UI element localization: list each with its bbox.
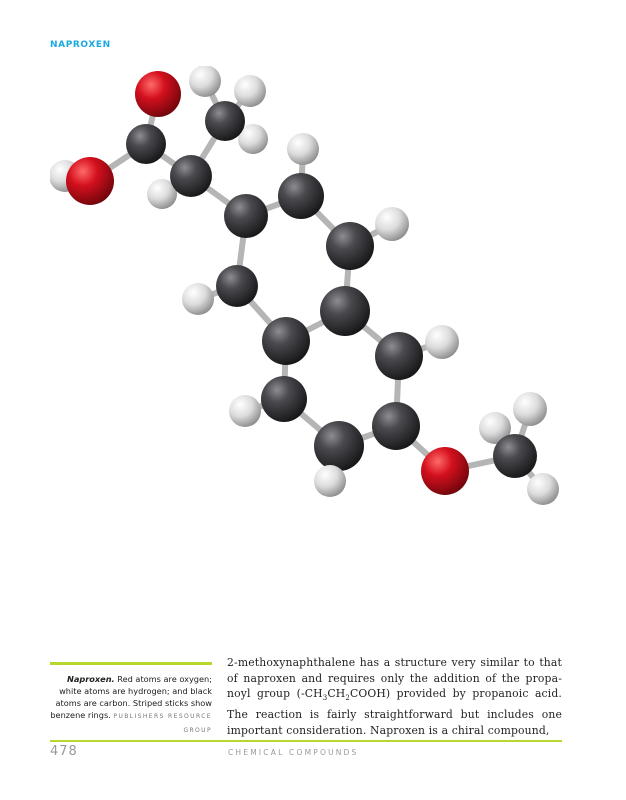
hydrogen-atom [189,66,221,97]
carbon-atom [224,194,268,238]
carbon-atom [261,376,307,422]
carbon-atom [314,421,364,471]
body-text-ch: CH [327,687,346,701]
oxygen-atom [135,71,181,117]
carbon-atom [205,101,245,141]
page-number: 478 [50,744,78,759]
oxygen-atom [421,447,469,495]
hydrogen-atom [287,133,319,165]
figure-caption [46,673,212,737]
molecule-illustration [50,66,562,506]
hydrogen-atom [527,473,559,505]
oxygen-atom [66,157,114,205]
hydrogen-atom [182,283,214,315]
carbon-atom [126,124,166,164]
body-paragraph [227,655,562,739]
subscript-3: 3 [322,694,328,703]
caption-text: Red atoms are oxygen; white atoms are hydrogen; and black atoms are carbon. Striped sticks show benzene rings. [50,674,212,720]
carbon-atom [493,434,537,478]
carbon-atom [320,286,370,336]
hydrogen-atom [513,392,547,426]
hydrogen-atom [314,465,346,497]
carbon-atom [216,265,258,307]
hydrogen-atom [229,395,261,427]
carbon-atom [375,332,423,380]
carbon-atom [372,402,420,450]
naproxen-molecule-figure [50,66,562,506]
hydrogen-atom [375,207,409,241]
caption-rule [50,662,212,665]
section-header: NAPROXEN [50,40,111,50]
carbon-atom [326,222,374,270]
carbon-atom [170,155,212,197]
footer-rule [50,740,562,742]
body-text-part-2: COOH) provided by propanoic acid. The reaction is fairly straightforward but includes one important consideration. Naproxen is a chiral compound, [227,687,562,737]
body-text-part-1: 2-methoxynaphthalene has a structure very similar to that of naproxen and requires only the addition of the propa-noyl group (-CH [227,656,562,701]
subscript-2: 2 [345,694,350,703]
carbon-atom [262,317,310,365]
running-title: CHEMICAL COMPOUNDS [228,748,359,757]
hydrogen-atom [234,75,266,107]
caption-lead: Naproxen. [66,674,115,684]
caption-credit: PUBLISHERS RESOURCE GROUP [113,713,212,734]
atom-spheres [50,66,559,505]
carbon-atom [278,173,324,219]
hydrogen-atom [425,325,459,359]
